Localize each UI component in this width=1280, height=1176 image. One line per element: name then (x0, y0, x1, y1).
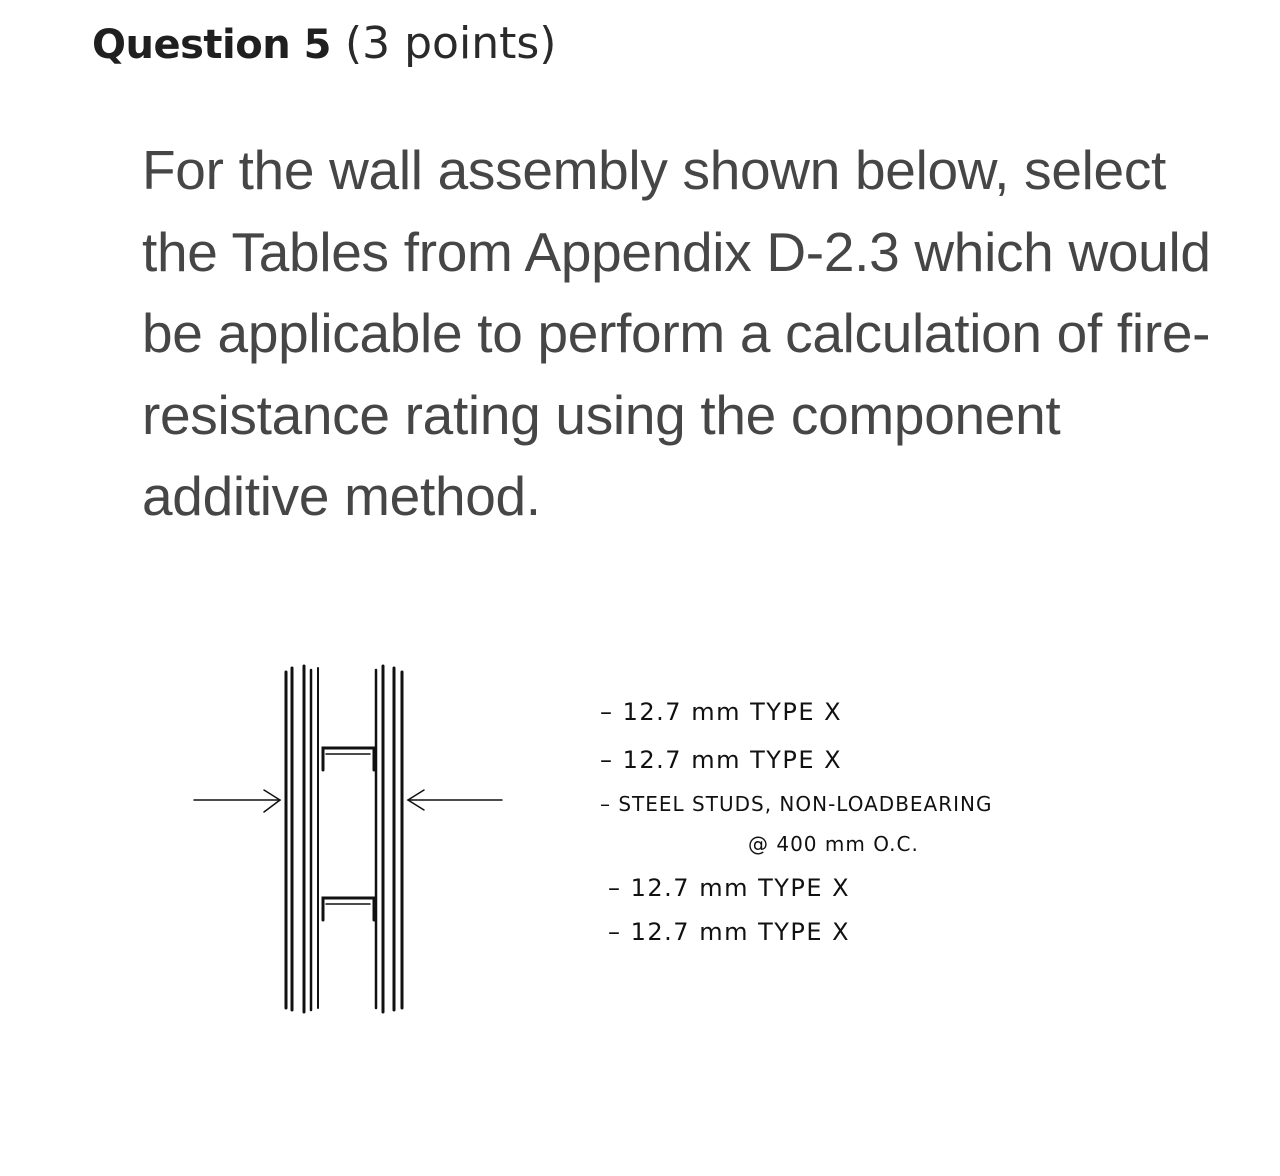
layer-label-4: – 12.7 mm TYPE X (608, 874, 851, 902)
left-arrowhead (264, 790, 280, 812)
layer-label-1: – 12.7 mm TYPE X (600, 698, 843, 726)
question-title: Question 5 (92, 22, 331, 68)
steel-stud-bottom (323, 898, 374, 920)
question-prompt: For the wall assembly shown below, select the Tables from Appendix D-2.3 which would be applicable to perform a calculation of fire-resistance rating using the component additive method. (142, 139, 1211, 527)
layer-label-2: – 12.7 mm TYPE X (600, 746, 843, 774)
question-header (92, 18, 556, 78)
layer-label-5: – 12.7 mm TYPE X (608, 918, 851, 946)
steel-stud-top (323, 748, 374, 770)
layer-label-3: – STEEL STUDS, NON-LOADBEARING (600, 792, 993, 816)
wall-section-drawing (180, 620, 1190, 1040)
wall-assembly-sketch (180, 620, 1190, 1040)
question-points: (3 points) (344, 18, 557, 69)
layer-label-3-spacing: @ 400 mm O.C. (748, 832, 919, 856)
